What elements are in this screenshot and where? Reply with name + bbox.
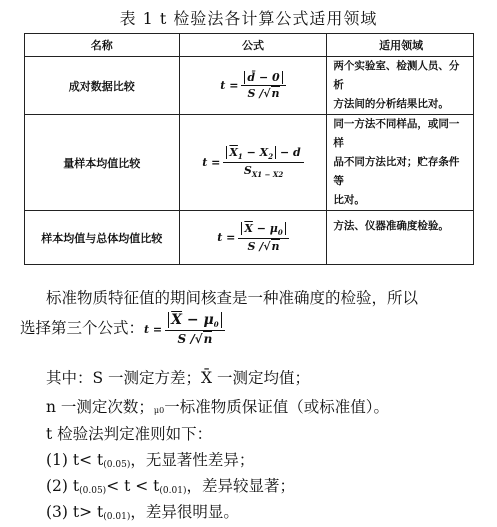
row-formula: t = $\frac{\overline{X}_1 - X_2 - d}{S_{X1 - X2}}$ (179, 115, 327, 211)
row-name: 量样本均值比较 (25, 115, 180, 211)
table-row (25, 115, 474, 211)
criterion-1: (1) t< t(0.05)，无显著性差异； (46, 451, 255, 470)
row-name: 成对数据比较 (25, 57, 180, 115)
row-scope: 方法、仪器准确度检验。 (327, 211, 474, 265)
table-row (25, 211, 474, 265)
table-row (25, 57, 474, 115)
row-formula: t = $\frac{d̄ - 0}{S /√n}$ (179, 57, 327, 115)
paragraph-4: n 一测定次数；μ0一标准物质保证值（或标准值）。 (46, 398, 389, 416)
row-name: 样本均值与总体均值比较 (25, 211, 180, 265)
row-scope: 两个实验室、检测人员、分析 方法间的分析结果比对。 (327, 57, 474, 115)
t-test-table (24, 33, 474, 265)
row-scope: 同一方法不同样品，或同一样 品不同方法比对；贮存条件等 比对。 (327, 115, 474, 211)
row-formula: t = $\frac{\overline{X} - \mu_0}{S /√n}$ (179, 211, 327, 265)
paragraph-2: 选择第三个公式： t = $\frac{\overline{X} - \mu_0}{S /√n}$ (20, 312, 225, 346)
paragraph-3: 其中：S 一测定方差；X̄ 一测定均值； (46, 369, 311, 387)
paragraph-1: 标准物质特征值的期间核查是一种准确度的检验，所以 (46, 289, 419, 307)
table-caption: 表 1 t 检验法各计算公式适用领域 (119, 9, 378, 28)
table-header-row (25, 34, 474, 57)
inline-formula: t = $\frac{\overline{X} - \mu_0}{S /√n}$ (144, 312, 225, 346)
criterion-3: (3) t> t(0.01)，差异很明显。 (46, 503, 239, 522)
criterion-2: (2) t(0.05)< t < t(0.01)，差异较显著； (46, 477, 295, 496)
header-scope: 适用领域 (327, 34, 474, 57)
header-formula: 公式 (179, 34, 327, 57)
paragraph-5: t 检验法判定准则如下： (46, 425, 213, 443)
header-name: 名称 (25, 34, 180, 57)
